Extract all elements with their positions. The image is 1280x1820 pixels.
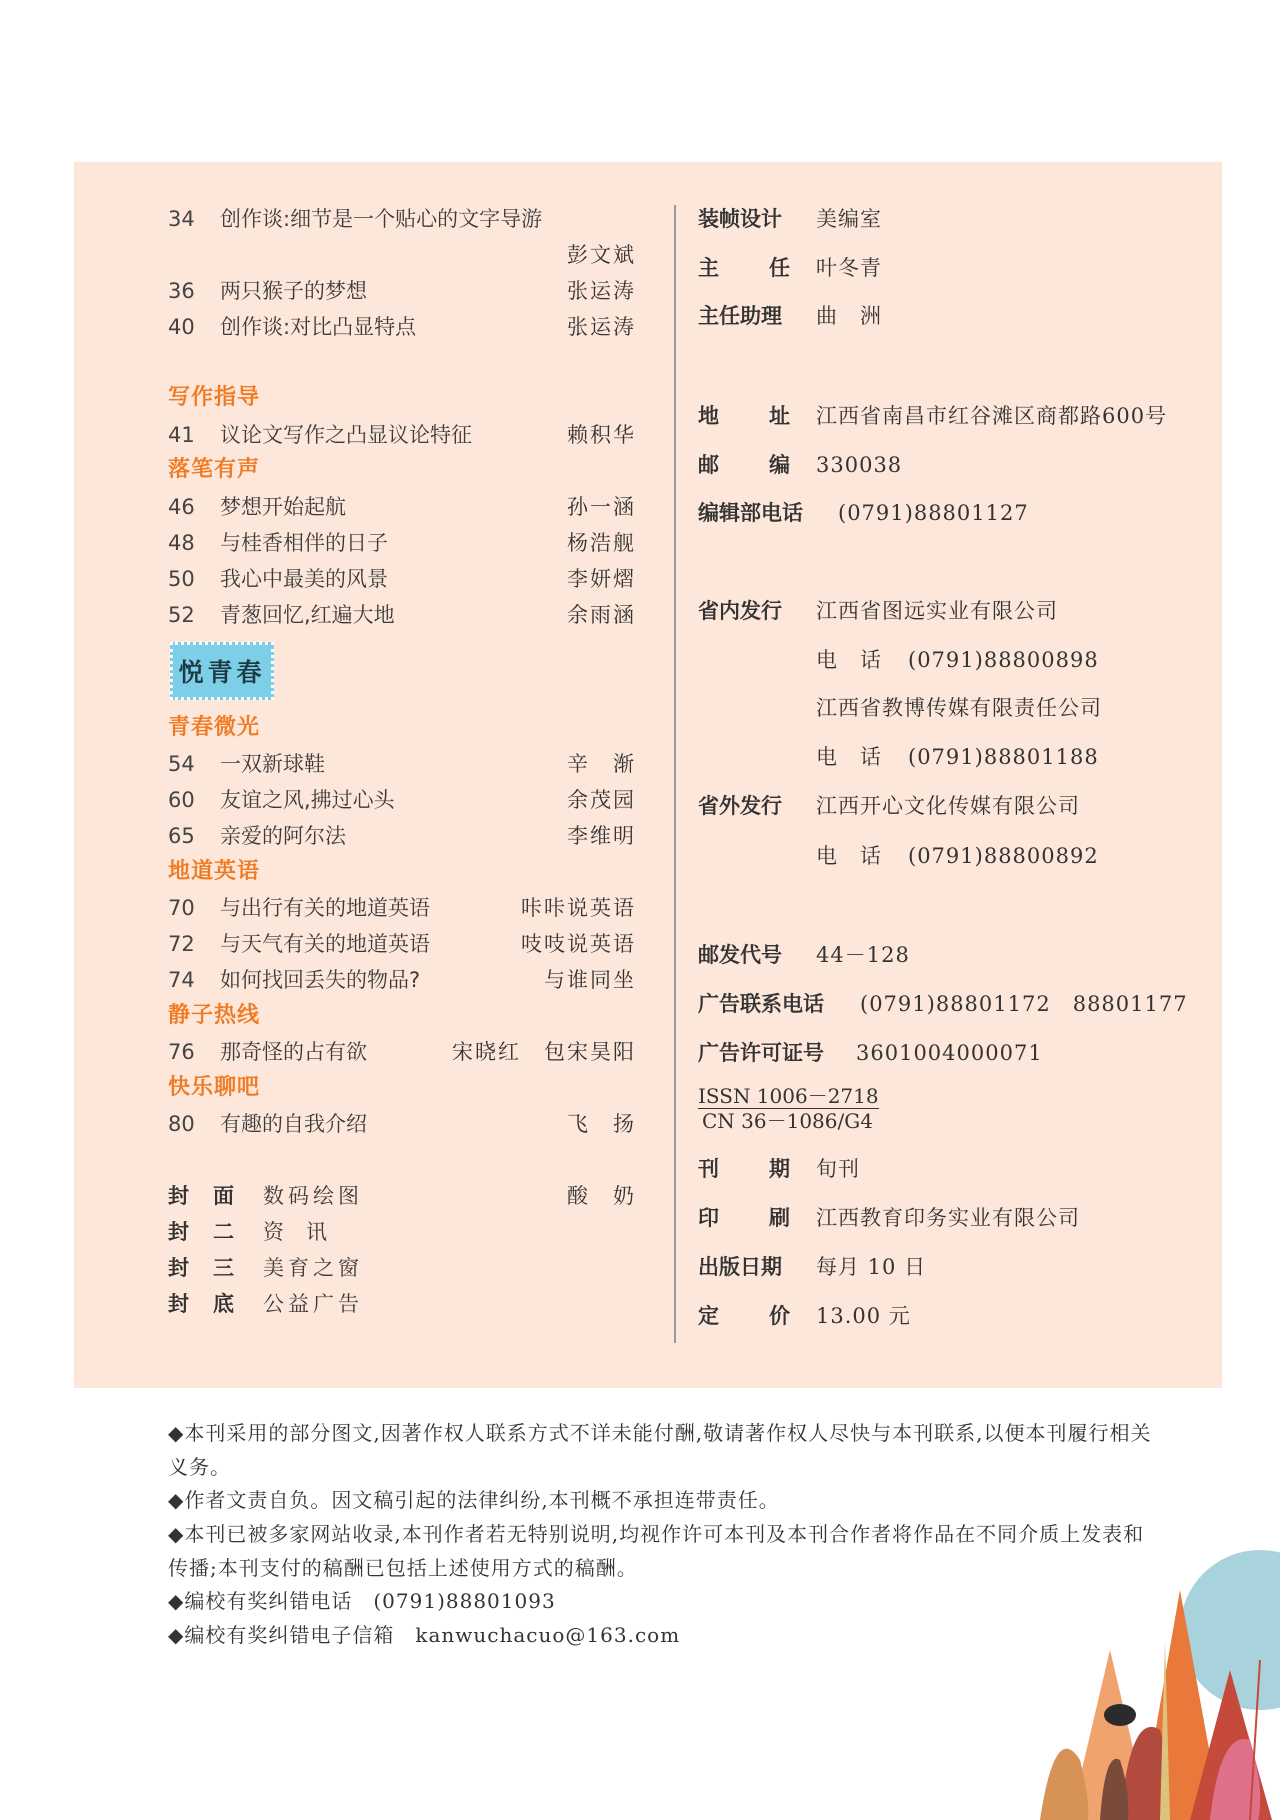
toc-entry[interactable] bbox=[168, 929, 636, 959]
article-author: 赖积华 bbox=[567, 423, 636, 447]
toc-entry[interactable] bbox=[168, 821, 636, 851]
toc-entry[interactable] bbox=[168, 528, 636, 558]
toc-entry[interactable] bbox=[168, 204, 636, 234]
masthead-key: 广告联系电话 bbox=[698, 992, 824, 1016]
article-author: 彭文斌 bbox=[567, 243, 636, 267]
page-number: 70 bbox=[168, 896, 195, 920]
masthead-value: (0791)88801172 88801177 bbox=[860, 992, 1188, 1016]
cover-value: 资讯 bbox=[263, 1220, 349, 1244]
article-author: 辛 渐 bbox=[567, 752, 636, 776]
page-number: 34 bbox=[168, 207, 195, 231]
article-author: 飞 扬 bbox=[567, 1112, 636, 1136]
masthead-value: 曲 洲 bbox=[816, 304, 882, 328]
license-note: ◆本刊已被多家网站收录,本刊作者若无特别说明,均视作许可本刊及本刊合作者将作品在不同介质上发表和传播;本刊支付的稿酬已包括上述使用方式的稿酬。 bbox=[168, 1522, 1145, 1580]
cover-credit bbox=[168, 1217, 636, 1247]
masthead-value: 叶冬青 bbox=[816, 256, 882, 280]
article-author: 与谁同坐 bbox=[544, 968, 636, 992]
toc-entry[interactable] bbox=[168, 276, 636, 306]
toc-entry[interactable] bbox=[168, 965, 636, 995]
article-author: 咔咔说英语 bbox=[521, 896, 636, 920]
article-author: 宋晓红 包宋昊阳 bbox=[452, 1040, 636, 1064]
masthead-value: 旬刊 bbox=[816, 1157, 860, 1181]
masthead-value: (0791)88800898 bbox=[908, 648, 1099, 672]
copyright-note: ◆本刊采用的部分图文,因著作权人联系方式不详未能付酬,敬请著作权人尽快与本刊联系,以便本刊履行相关义务。 bbox=[168, 1421, 1152, 1479]
phone-label: 电 话 bbox=[816, 844, 882, 868]
article-title: 两只猴子的梦想 bbox=[220, 279, 367, 303]
toc-entry[interactable] bbox=[168, 1037, 636, 1067]
article-title: 创作谈:对比凸显特点 bbox=[220, 315, 417, 339]
masthead-key: 邮 编 bbox=[698, 453, 790, 477]
masthead-key: 定 价 bbox=[698, 1304, 790, 1328]
masthead-key: 省外发行 bbox=[698, 794, 782, 818]
article-title: 一双新球鞋 bbox=[220, 752, 325, 776]
masthead-value: 江西省教博传媒有限责任公司 bbox=[816, 696, 1102, 720]
masthead-value: 3601004000071 bbox=[856, 1041, 1043, 1065]
page-number: 52 bbox=[168, 603, 195, 627]
masthead-key: 编辑部电话 bbox=[698, 501, 803, 525]
column-badge: 悦青春 bbox=[170, 642, 274, 700]
section-heading: 地道英语 bbox=[168, 859, 261, 884]
article-author: 余雨涵 bbox=[567, 603, 636, 627]
article-author: 李维明 bbox=[567, 824, 636, 848]
cover-credit bbox=[168, 1289, 636, 1319]
masthead-key: 印 刷 bbox=[698, 1206, 790, 1230]
cover-label: 封底 bbox=[168, 1292, 258, 1316]
toc-entry[interactable] bbox=[168, 420, 636, 450]
article-title: 我心中最美的风景 bbox=[220, 567, 388, 591]
article-title: 那奇怪的占有欲 bbox=[220, 1040, 367, 1064]
masthead-value: 13.00 元 bbox=[816, 1304, 911, 1328]
article-author: 张运涛 bbox=[567, 279, 636, 303]
article-author: 吱吱说英语 bbox=[521, 932, 636, 956]
cover-value: 数码绘图 bbox=[263, 1184, 363, 1208]
masthead-key: 主 任 bbox=[698, 256, 790, 280]
cover-label: 封三 bbox=[168, 1256, 258, 1280]
masthead-key: 邮发代号 bbox=[698, 943, 782, 967]
toc-entry[interactable] bbox=[168, 893, 636, 923]
page-number: 50 bbox=[168, 567, 195, 591]
issn-block bbox=[698, 1084, 879, 1133]
masthead-key: 装帧设计 bbox=[698, 207, 782, 231]
cover-credit bbox=[168, 1181, 636, 1211]
page-number: 54 bbox=[168, 752, 195, 776]
cn-number: CN 36－1086/G4 bbox=[702, 1109, 873, 1133]
article-title: 亲爱的阿尔法 bbox=[220, 824, 346, 848]
article-title: 青葱回忆,红遍大地 bbox=[220, 603, 395, 627]
article-title: 梦想开始起航 bbox=[220, 495, 346, 519]
masthead-value: 每月 10 日 bbox=[816, 1255, 927, 1279]
page-number: 65 bbox=[168, 824, 195, 848]
article-title: 如何找回丢失的物品? bbox=[220, 968, 421, 992]
page-number: 40 bbox=[168, 315, 195, 339]
tree-illustration bbox=[960, 1520, 1280, 1820]
article-title: 与出行有关的地道英语 bbox=[220, 896, 430, 920]
page-number: 41 bbox=[168, 423, 195, 447]
cover-value: 美育之窗 bbox=[263, 1256, 363, 1280]
column-divider bbox=[674, 205, 676, 1343]
page-number: 74 bbox=[168, 968, 195, 992]
cover-label: 封二 bbox=[168, 1220, 258, 1244]
toc-entry[interactable] bbox=[168, 312, 636, 342]
masthead-key: 省内发行 bbox=[698, 599, 782, 623]
errata-phone-note: ◆编校有奖纠错电话 (0791)88801093 bbox=[168, 1589, 556, 1613]
masthead-value: 44－128 bbox=[816, 943, 910, 967]
masthead-value: 江西省南昌市红谷滩区商都路600号 bbox=[816, 404, 1168, 428]
article-title: 友谊之风,拂过心头 bbox=[220, 788, 395, 812]
masthead-key: 广告许可证号 bbox=[698, 1041, 824, 1065]
masthead-value: (0791)88800892 bbox=[908, 844, 1099, 868]
liability-note: ◆作者文责自负。因文稿引起的法律纠纷,本刊概不承担连带责任。 bbox=[168, 1488, 780, 1512]
section-heading: 落笔有声 bbox=[168, 457, 261, 482]
cover-credit bbox=[168, 1253, 636, 1283]
article-title: 议论文写作之凸显议论特征 bbox=[220, 423, 472, 447]
page-number: 72 bbox=[168, 932, 195, 956]
masthead-key: 主任助理 bbox=[698, 304, 782, 328]
masthead-value: 330038 bbox=[816, 453, 903, 477]
article-title: 与天气有关的地道英语 bbox=[220, 932, 430, 956]
masthead-value: 江西开心文化传媒有限公司 bbox=[816, 794, 1080, 818]
article-title: 创作谈:细节是一个贴心的文字导游 bbox=[220, 207, 543, 231]
article-author: 余茂园 bbox=[567, 788, 636, 812]
toc-entry[interactable] bbox=[168, 564, 636, 594]
toc-entry[interactable] bbox=[168, 600, 636, 630]
masthead-value: 江西教育印务实业有限公司 bbox=[816, 1206, 1080, 1230]
page-number: 36 bbox=[168, 279, 195, 303]
masthead-key: 刊 期 bbox=[698, 1157, 790, 1181]
cover-author: 酸 奶 bbox=[567, 1184, 636, 1208]
phone-label: 电 话 bbox=[816, 648, 882, 672]
errata-email-note: ◆编校有奖纠错电子信箱 kanwuchacuo@163.com bbox=[168, 1623, 681, 1647]
toc-entry[interactable] bbox=[168, 749, 636, 779]
article-author: 杨浩舰 bbox=[567, 531, 636, 555]
masthead-value: (0791)88801127 bbox=[838, 501, 1029, 525]
section-heading: 写作指导 bbox=[168, 385, 261, 410]
page-number: 48 bbox=[168, 531, 195, 555]
page-number: 76 bbox=[168, 1040, 195, 1064]
cover-label: 封面 bbox=[168, 1184, 258, 1208]
page-number: 46 bbox=[168, 495, 195, 519]
toc-entry[interactable] bbox=[168, 1109, 636, 1139]
article-author: 张运涛 bbox=[567, 315, 636, 339]
cover-value: 公益广告 bbox=[263, 1292, 363, 1316]
masthead-key: 出版日期 bbox=[698, 1255, 782, 1279]
article-author: 孙一涵 bbox=[567, 495, 636, 519]
article-title: 有趣的自我介绍 bbox=[220, 1112, 367, 1136]
page-number: 60 bbox=[168, 788, 195, 812]
toc-entry[interactable] bbox=[168, 785, 636, 815]
section-heading: 青春微光 bbox=[168, 715, 261, 740]
section-heading: 快乐聊吧 bbox=[168, 1075, 261, 1100]
section-heading: 静子热线 bbox=[168, 1003, 261, 1028]
toc-entry[interactable] bbox=[168, 492, 636, 522]
article-title: 与桂香相伴的日子 bbox=[220, 531, 388, 555]
article-author: 李妍熠 bbox=[567, 567, 636, 591]
masthead-key: 地 址 bbox=[698, 404, 790, 428]
phone-label: 电 话 bbox=[816, 745, 882, 769]
masthead-value: 江西省图远实业有限公司 bbox=[816, 599, 1058, 623]
issn-number: ISSN 1006－2718 bbox=[698, 1084, 879, 1108]
masthead-value: (0791)88801188 bbox=[908, 745, 1099, 769]
masthead-value: 美编室 bbox=[816, 207, 882, 231]
page-number: 80 bbox=[168, 1112, 195, 1136]
